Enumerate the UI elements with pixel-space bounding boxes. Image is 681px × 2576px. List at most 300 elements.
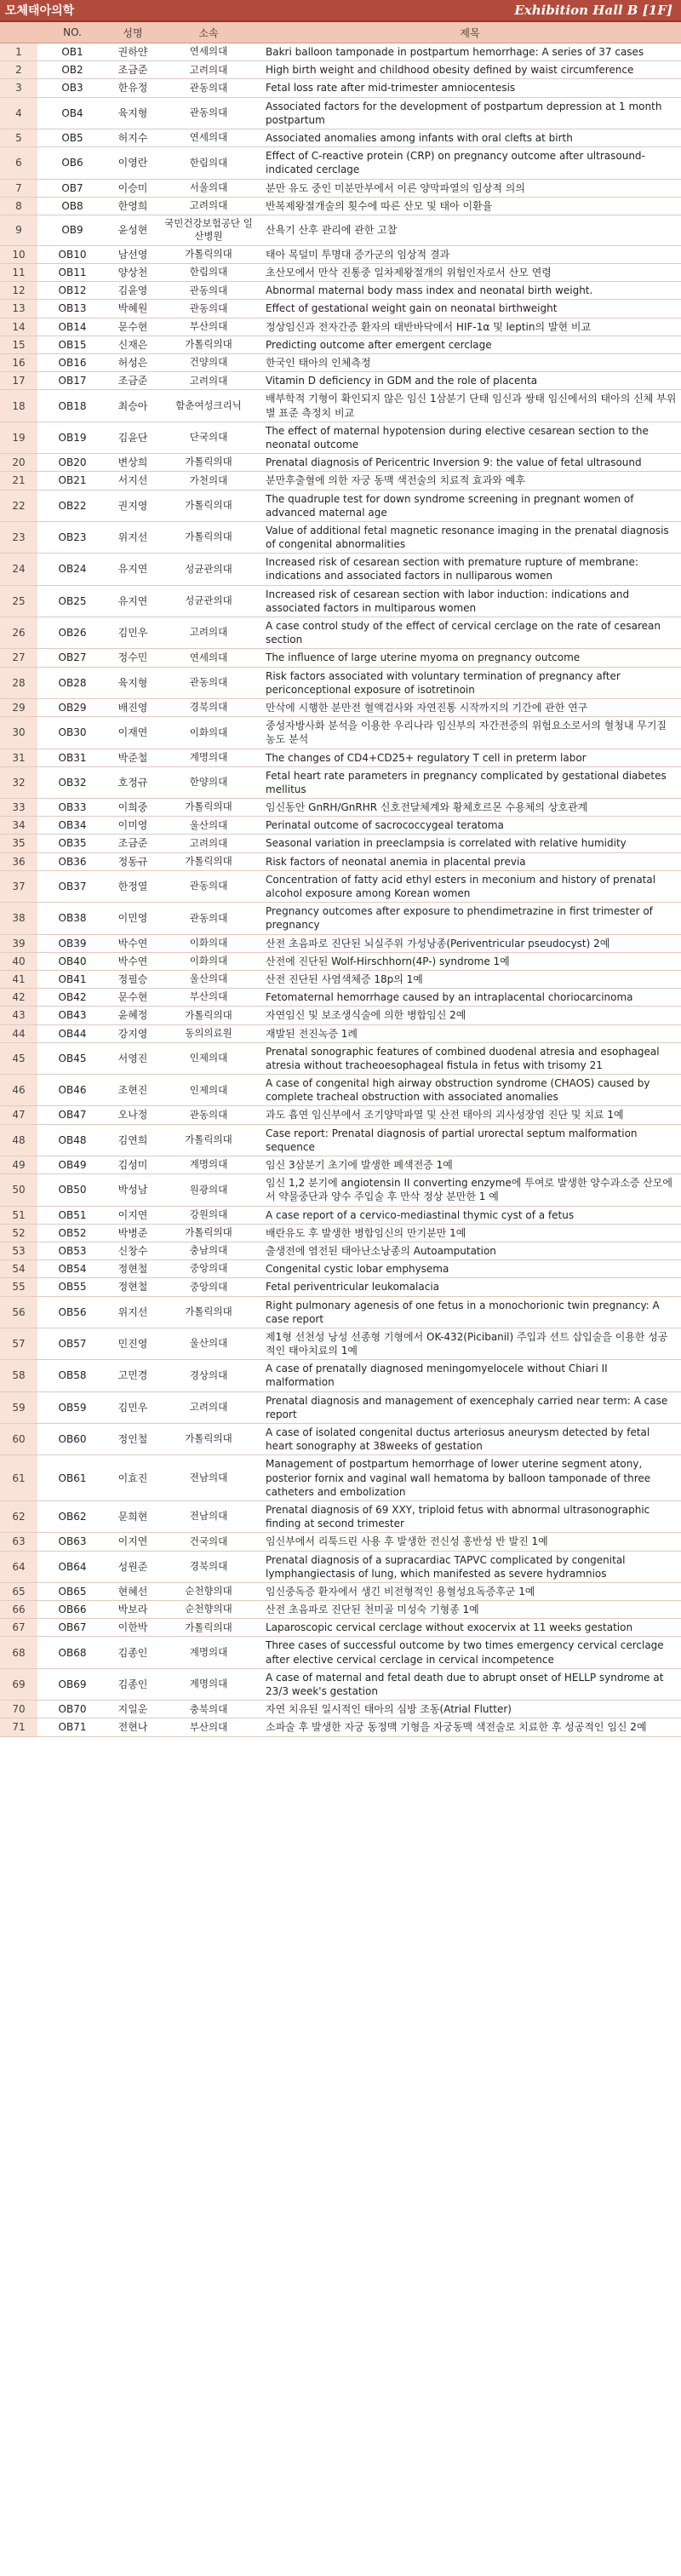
poster-number: OB10 xyxy=(37,245,107,263)
poster-title: Pregnancy outcomes after exposure to phendimetrazine in first trimester of pregnancy xyxy=(259,903,681,934)
affiliation: 서울의대 xyxy=(158,179,259,197)
table-row xyxy=(0,336,681,353)
poster-title: Case report: Prenatal diagnosis of partial urorectal septum malformation sequence xyxy=(259,1124,681,1156)
poster-title: Prenatal sonographic features of combined duodenal atresia and esophageal atresia without tracheoesophageal fistula in fetus with trisomy 21 xyxy=(259,1042,681,1074)
row-index: 24 xyxy=(0,554,37,585)
poster-title: Seasonal variation in preeclampsia is correlated with relative humidity xyxy=(259,835,681,852)
author-name: 정동규 xyxy=(107,852,158,870)
column-name: 성명 xyxy=(107,22,158,43)
poster-number: OB21 xyxy=(37,472,107,490)
affiliation: 부산의대 xyxy=(158,1718,259,1736)
poster-number: OB65 xyxy=(37,1582,107,1600)
author-name: 정현철 xyxy=(107,1260,158,1278)
affiliation: 순천향의대 xyxy=(158,1582,259,1600)
row-index: 22 xyxy=(0,490,37,521)
poster-title: Abnormal maternal body mass index and neonatal birth weight. xyxy=(259,282,681,300)
author-name: 배진영 xyxy=(107,698,158,716)
poster-title: 산전 초음파로 진단된 천미골 미성숙 기형종 1예 xyxy=(259,1601,681,1619)
poster-title: The effect of maternal hypotension during elective cesarean section to the neonatal outcome xyxy=(259,422,681,453)
poster-title: 분만후출혈에 의한 자궁 동맥 색전술의 치료적 효과와 예후 xyxy=(259,472,681,490)
affiliation: 가톨릭의대 xyxy=(158,490,259,521)
poster-title: 산전 진단된 사염색체증 18p의 1예 xyxy=(259,970,681,988)
affiliation: 가톨릭의대 xyxy=(158,245,259,263)
poster-title: Associated factors for the development of postpartum depression at 1 month postpartum xyxy=(259,97,681,129)
poster-title: 임신동안 GnRH/GnRHR 신호전달체계와 황체호르몬 수용체의 상호관계 xyxy=(259,799,681,817)
table-row xyxy=(0,1174,681,1206)
affiliation: 전남의대 xyxy=(158,1500,259,1532)
author-name: 박수연 xyxy=(107,952,158,970)
table-row xyxy=(0,952,681,970)
author-name: 정인철 xyxy=(107,1424,158,1455)
author-name: 문수현 xyxy=(107,318,158,336)
author-name: 육지형 xyxy=(107,97,158,129)
row-index: 37 xyxy=(0,870,37,902)
poster-number: OB46 xyxy=(37,1075,107,1106)
poster-number: OB63 xyxy=(37,1533,107,1551)
affiliation: 인제의대 xyxy=(158,1042,259,1074)
author-name: 변상희 xyxy=(107,454,158,472)
poster-title: A case of congenital high airway obstruction syndrome (CHAOS) caused by complete tracheal obstruction with associated anomalies xyxy=(259,1075,681,1106)
poster-table xyxy=(0,22,681,1737)
poster-title: 출생전에 염전된 태아난소낭종의 Autoamputation xyxy=(259,1242,681,1259)
row-index: 29 xyxy=(0,698,37,716)
row-index: 39 xyxy=(0,934,37,952)
author-name: 조금준 xyxy=(107,61,158,79)
affiliation: 중앙의대 xyxy=(158,1260,259,1278)
row-index: 20 xyxy=(0,454,37,472)
table-row xyxy=(0,1391,681,1423)
table-row xyxy=(0,1278,681,1296)
poster-number: OB33 xyxy=(37,799,107,817)
author-name: 민진영 xyxy=(107,1328,158,1359)
row-index: 48 xyxy=(0,1124,37,1156)
affiliation: 관동의대 xyxy=(158,903,259,934)
poster-number: OB50 xyxy=(37,1174,107,1206)
poster-number: OB5 xyxy=(37,129,107,146)
row-index: 12 xyxy=(0,282,37,300)
row-index: 47 xyxy=(0,1106,37,1124)
affiliation: 계명의대 xyxy=(158,1668,259,1700)
affiliation: 국민건강보험공단 일산병원 xyxy=(158,215,259,245)
table-row xyxy=(0,817,681,835)
poster-title: 만삭에 시행한 분만전 혈액검사와 자연진통 시작까지의 기간에 관한 연구 xyxy=(259,698,681,716)
poster-number: OB41 xyxy=(37,970,107,988)
row-index: 11 xyxy=(0,264,37,282)
poster-number: OB42 xyxy=(37,989,107,1007)
poster-number: OB64 xyxy=(37,1551,107,1582)
poster-title: 제1형 선천성 낭성 선종형 기형에서 OK-432(Picibanil) 주입과 션트 삽입술을 이용한 성공적인 태아치료의 1예 xyxy=(259,1328,681,1359)
poster-number: OB44 xyxy=(37,1024,107,1042)
row-index: 26 xyxy=(0,617,37,649)
poster-number: OB39 xyxy=(37,934,107,952)
poster-number: OB1 xyxy=(37,43,107,61)
poster-title: 산전 초음파로 진단된 뇌실주위 가성낭종(Periventricular pseudocyst) 2예 xyxy=(259,934,681,952)
poster-title: 소파술 후 발생한 자궁 동정맥 기형을 자궁동맥 색전술로 치료한 후 성공적인 임신 2예 xyxy=(259,1718,681,1736)
poster-number: OB62 xyxy=(37,1500,107,1532)
poster-title: 태아 목덜미 투명대 증가군의 임상적 결과 xyxy=(259,245,681,263)
poster-number: OB15 xyxy=(37,336,107,353)
table-row xyxy=(0,970,681,988)
poster-title: 재발된 전진녹증 1례 xyxy=(259,1024,681,1042)
poster-number: OB28 xyxy=(37,667,107,698)
poster-title: Risk factors of neonatal anemia in placental previa xyxy=(259,852,681,870)
author-name: 박병준 xyxy=(107,1224,158,1242)
author-name: 김연희 xyxy=(107,1124,158,1156)
row-index: 44 xyxy=(0,1024,37,1042)
affiliation: 울산의대 xyxy=(158,1328,259,1359)
row-index: 15 xyxy=(0,336,37,353)
poster-number: OB17 xyxy=(37,372,107,390)
poster-number: OB23 xyxy=(37,521,107,553)
row-index: 27 xyxy=(0,649,37,667)
affiliation: 전남의대 xyxy=(158,1455,259,1501)
table-row xyxy=(0,934,681,952)
poster-number: OB18 xyxy=(37,390,107,422)
table-row xyxy=(0,554,681,585)
table-row xyxy=(0,1156,681,1174)
affiliation: 계명의대 xyxy=(158,1637,259,1668)
author-name: 유지연 xyxy=(107,585,158,617)
table-row xyxy=(0,870,681,902)
poster-title: 정상임신과 전자간증 환자의 태반바닥에서 HIF-1α 및 leptin의 발현 비교 xyxy=(259,318,681,336)
author-name: 이재연 xyxy=(107,717,158,749)
author-name: 권하얀 xyxy=(107,43,158,61)
poster-title: 배부학적 기형이 확인되지 않은 임신 1삼분기 단태 임신과 쌍태 임신에서의 태아의 신체 부위별 표준 측정치 비교 xyxy=(259,390,681,422)
column-title: 제목 xyxy=(259,22,681,43)
row-index: 7 xyxy=(0,179,37,197)
table-row xyxy=(0,1551,681,1582)
table-row xyxy=(0,264,681,282)
affiliation: 가톨릭의대 xyxy=(158,454,259,472)
author-name: 한유정 xyxy=(107,79,158,97)
poster-title: Prenatal diagnosis of 69 XXY, triploid fetus with abnormal ultrasonographic finding at second trimester xyxy=(259,1500,681,1532)
row-index: 68 xyxy=(0,1637,37,1668)
affiliation: 가천의대 xyxy=(158,472,259,490)
author-name: 김윤영 xyxy=(107,282,158,300)
row-index: 60 xyxy=(0,1424,37,1455)
table-row xyxy=(0,585,681,617)
poster-title: 자연 치유된 일시적인 태아의 심방 조동(Atrial Flutter) xyxy=(259,1701,681,1718)
poster-title: A case of prenatally diagnosed meningomyelocele without Chiari II malformation xyxy=(259,1360,681,1391)
author-name: 허성은 xyxy=(107,354,158,372)
affiliation: 충북의대 xyxy=(158,1701,259,1718)
row-index: 32 xyxy=(0,766,37,798)
author-name: 이영란 xyxy=(107,147,158,179)
affiliation: 가톨릭의대 xyxy=(158,799,259,817)
author-name: 이효진 xyxy=(107,1455,158,1501)
poster-number: OB60 xyxy=(37,1424,107,1455)
poster-title: 임신중독증 환자에서 생긴 비전형적인 용혈성요독증후군 1예 xyxy=(259,1582,681,1600)
poster-number: OB24 xyxy=(37,554,107,585)
row-index: 8 xyxy=(0,197,37,215)
poster-number: OB7 xyxy=(37,179,107,197)
row-index: 69 xyxy=(0,1668,37,1700)
poster-title: 과도 흡연 임신부에서 조기양막파열 및 산전 태아의 괴사성장염 진단 및 치료 1예 xyxy=(259,1106,681,1124)
affiliation: 이화의대 xyxy=(158,717,259,749)
poster-title: Predicting outcome after emergent cerclage xyxy=(259,336,681,353)
affiliation: 가톨릭의대 xyxy=(158,1007,259,1024)
poster-number: OB54 xyxy=(37,1260,107,1278)
row-index: 67 xyxy=(0,1619,37,1637)
table-row xyxy=(0,372,681,390)
affiliation: 관동의대 xyxy=(158,870,259,902)
poster-title: Fetomaternal hemorrhage caused by an intraplacental choriocarcinoma xyxy=(259,989,681,1007)
table-row xyxy=(0,1260,681,1278)
section-title: 모체태아의학 xyxy=(5,4,75,18)
poster-number: OB4 xyxy=(37,97,107,129)
author-name: 이미영 xyxy=(107,817,158,835)
author-name: 윤혜정 xyxy=(107,1007,158,1024)
poster-title: Bakri balloon tamponade in postpartum hemorrhage: A series of 37 cases xyxy=(259,43,681,61)
row-index: 3 xyxy=(0,79,37,97)
table-row xyxy=(0,989,681,1007)
table-body xyxy=(0,43,681,1737)
poster-number: OB11 xyxy=(37,264,107,282)
affiliation: 연세의대 xyxy=(158,43,259,61)
poster-title: 임신부에서 리툭드린 사용 후 발생한 전신성 홍반성 반 발진 1예 xyxy=(259,1533,681,1551)
table-row xyxy=(0,1718,681,1736)
table-row xyxy=(0,1024,681,1042)
affiliation: 가톨릭의대 xyxy=(158,1124,259,1156)
column-no: NO. xyxy=(37,22,107,43)
table-header xyxy=(0,22,681,43)
poster-number: OB49 xyxy=(37,1156,107,1174)
poster-title: 한국인 태아의 인체측정 xyxy=(259,354,681,372)
table-row xyxy=(0,717,681,749)
author-name: 위지선 xyxy=(107,521,158,553)
poster-number: OB67 xyxy=(37,1619,107,1637)
table-row xyxy=(0,1533,681,1551)
author-name: 박준철 xyxy=(107,749,158,766)
poster-number: OB34 xyxy=(37,817,107,835)
poster-title: Laparoscopic cervical cerclage without exocervix at 11 weeks gestation xyxy=(259,1619,681,1637)
row-index: 42 xyxy=(0,989,37,1007)
poster-title: Increased risk of cesarean section with labor induction: indications and associated factors in multiparous women xyxy=(259,585,681,617)
poster-number: OB56 xyxy=(37,1296,107,1328)
affiliation: 가톨릭의대 xyxy=(158,1424,259,1455)
poster-title: Prenatal diagnosis and management of exencephaly carried near term: A case report xyxy=(259,1391,681,1423)
poster-number: OB68 xyxy=(37,1637,107,1668)
table-row xyxy=(0,649,681,667)
poster-number: OB55 xyxy=(37,1278,107,1296)
row-index: 54 xyxy=(0,1260,37,1278)
affiliation: 건국의대 xyxy=(158,1533,259,1551)
poster-title: A case of maternal and fetal death due to abrupt onset of HELLP syndrome at 23/3 week's gestation xyxy=(259,1668,681,1700)
table-row xyxy=(0,1360,681,1391)
poster-number: OB29 xyxy=(37,698,107,716)
table-row xyxy=(0,245,681,263)
row-index: 49 xyxy=(0,1156,37,1174)
affiliation: 이화의대 xyxy=(158,934,259,952)
table-row xyxy=(0,354,681,372)
affiliation: 경북의대 xyxy=(158,1551,259,1582)
author-name: 현혜선 xyxy=(107,1582,158,1600)
affiliation: 한림의대 xyxy=(158,147,259,179)
author-name: 고민경 xyxy=(107,1360,158,1391)
page-header xyxy=(0,0,681,22)
affiliation: 한양의대 xyxy=(158,766,259,798)
author-name: 위지선 xyxy=(107,1296,158,1328)
affiliation: 중앙의대 xyxy=(158,1278,259,1296)
poster-title: Concentration of fatty acid ethyl esters in meconium and history of prenatal alcohol exposure among Korean women xyxy=(259,870,681,902)
poster-number: OB59 xyxy=(37,1391,107,1423)
row-index: 38 xyxy=(0,903,37,934)
table-row xyxy=(0,97,681,129)
author-name: 유지연 xyxy=(107,554,158,585)
row-index: 9 xyxy=(0,215,37,245)
row-index: 2 xyxy=(0,61,37,79)
row-index: 5 xyxy=(0,129,37,146)
affiliation: 이화의대 xyxy=(158,952,259,970)
author-name: 조현진 xyxy=(107,1075,158,1106)
row-index: 63 xyxy=(0,1533,37,1551)
poster-title: Fetal periventricular leukomalacia xyxy=(259,1278,681,1296)
author-name: 정현철 xyxy=(107,1278,158,1296)
column-index xyxy=(0,22,37,43)
poster-title: 산욕기 산후 관리에 관한 고찰 xyxy=(259,215,681,245)
affiliation: 단국의대 xyxy=(158,422,259,453)
author-name: 신창수 xyxy=(107,1242,158,1259)
affiliation: 인제의대 xyxy=(158,1075,259,1106)
poster-number: OB48 xyxy=(37,1124,107,1156)
author-name: 양상천 xyxy=(107,264,158,282)
poster-number: OB51 xyxy=(37,1206,107,1224)
poster-title: A case report of a cervico-mediastinal thymic cyst of a fetus xyxy=(259,1206,681,1224)
table-row xyxy=(0,129,681,146)
affiliation: 관동의대 xyxy=(158,667,259,698)
row-index: 34 xyxy=(0,817,37,835)
table-row xyxy=(0,215,681,245)
poster-number: OB12 xyxy=(37,282,107,300)
table-row xyxy=(0,749,681,766)
author-name: 권지영 xyxy=(107,490,158,521)
row-index: 1 xyxy=(0,43,37,61)
affiliation: 고려의대 xyxy=(158,372,259,390)
table-row xyxy=(0,903,681,934)
poster-title: Associated anomalies among infants with oral clefts at birth xyxy=(259,129,681,146)
poster-title: 배란유도 후 발생한 병합임신의 만기분만 1예 xyxy=(259,1224,681,1242)
author-name: 허지수 xyxy=(107,129,158,146)
poster-number: OB19 xyxy=(37,422,107,453)
author-name: 조금준 xyxy=(107,835,158,852)
poster-title: Increased risk of cesarean section with premature rupture of membrane: indications and associated factors in nulliparous women xyxy=(259,554,681,585)
table-row xyxy=(0,43,681,61)
affiliation: 한림의대 xyxy=(158,264,259,282)
poster-title: Prenatal diagnosis of Pericentric Inversion 9: the value of fetal ultrasound xyxy=(259,454,681,472)
author-name: 이희중 xyxy=(107,799,158,817)
table-row xyxy=(0,79,681,97)
poster-number: OB71 xyxy=(37,1718,107,1736)
author-name: 김성미 xyxy=(107,1156,158,1174)
row-index: 40 xyxy=(0,952,37,970)
affiliation: 성균관의대 xyxy=(158,585,259,617)
row-index: 58 xyxy=(0,1360,37,1391)
row-index: 59 xyxy=(0,1391,37,1423)
row-index: 55 xyxy=(0,1278,37,1296)
table-row xyxy=(0,472,681,490)
poster-number: OB25 xyxy=(37,585,107,617)
row-index: 6 xyxy=(0,147,37,179)
poster-number: OB45 xyxy=(37,1042,107,1074)
table-row xyxy=(0,1637,681,1668)
poster-number: OB3 xyxy=(37,79,107,97)
poster-number: OB58 xyxy=(37,1360,107,1391)
author-name: 이지연 xyxy=(107,1206,158,1224)
table-row xyxy=(0,1206,681,1224)
table-row xyxy=(0,1619,681,1637)
poster-title: 자연임신 및 보조생식술에 의한 병합임신 2예 xyxy=(259,1007,681,1024)
poster-number: OB26 xyxy=(37,617,107,649)
table-row xyxy=(0,1106,681,1124)
table-row xyxy=(0,1455,681,1501)
poster-number: OB20 xyxy=(37,454,107,472)
poster-title: Risk factors associated with voluntary termination of pregnancy after periconceptional exposure of isotretinoin xyxy=(259,667,681,698)
affiliation: 고려의대 xyxy=(158,835,259,852)
table-row xyxy=(0,318,681,336)
poster-number: OB14 xyxy=(37,318,107,336)
author-name: 서지선 xyxy=(107,472,158,490)
row-index: 70 xyxy=(0,1701,37,1718)
poster-title: 분만 유도 중인 미분만부에서 이른 양막파열의 임상적 의의 xyxy=(259,179,681,197)
row-index: 50 xyxy=(0,1174,37,1206)
affiliation: 고려의대 xyxy=(158,197,259,215)
row-index: 65 xyxy=(0,1582,37,1600)
affiliation: 관동의대 xyxy=(158,97,259,129)
table-row xyxy=(0,1601,681,1619)
author-name: 문희현 xyxy=(107,1500,158,1532)
poster-title: Perinatal outcome of sacrococcygeal teratoma xyxy=(259,817,681,835)
row-index: 16 xyxy=(0,354,37,372)
poster-title: Management of postpartum hemorrhage of lower uterine segment atony, posterior fornix and vaginal wall hematoma by balloon tamponade of three catheters and embolization xyxy=(259,1455,681,1501)
poster-title: The changes of CD4+CD25+ regulatory T cell in preterm labor xyxy=(259,749,681,766)
poster-number: OB52 xyxy=(37,1224,107,1242)
author-name: 이한박 xyxy=(107,1619,158,1637)
table-row xyxy=(0,1042,681,1074)
poster-number: OB53 xyxy=(37,1242,107,1259)
table-row xyxy=(0,852,681,870)
author-name: 강지영 xyxy=(107,1024,158,1042)
table-row xyxy=(0,521,681,553)
affiliation: 계명의대 xyxy=(158,749,259,766)
author-name: 김민우 xyxy=(107,1391,158,1423)
author-name: 서영진 xyxy=(107,1042,158,1074)
author-name: 윤성현 xyxy=(107,215,158,245)
poster-title: 중성자방사화 분석을 이용한 우리나라 임신부의 자간전증의 위험요소로서의 혈청내 무기질 농도 분석 xyxy=(259,717,681,749)
poster-title: The influence of large uterine myoma on pregnancy outcome xyxy=(259,649,681,667)
table-row xyxy=(0,454,681,472)
poster-title: 임신 1,2 분기에 angiotensin II converting enzyme에 투여로 발생한 양수과소증 산모에서 약물중단과 양수 주입술 후 만삭 정상 분만한 1 예 xyxy=(259,1174,681,1206)
table-row xyxy=(0,617,681,649)
author-name: 지일운 xyxy=(107,1701,158,1718)
poster-number: OB30 xyxy=(37,717,107,749)
poster-title: Effect of gestational weight gain on neonatal birthweight xyxy=(259,300,681,318)
poster-title: Value of additional fetal magnetic resonance imaging in the prenatal diagnosis of congenital abnormalities xyxy=(259,521,681,553)
poster-number: OB66 xyxy=(37,1601,107,1619)
table-row xyxy=(0,835,681,852)
affiliation: 함춘여성크리닉 xyxy=(158,390,259,422)
table-row xyxy=(0,799,681,817)
poster-number: OB69 xyxy=(37,1668,107,1700)
table-row xyxy=(0,179,681,197)
poster-title: Vitamin D deficiency in GDM and the role of placenta xyxy=(259,372,681,390)
exhibition-hall-label: Exhibition Hall B [1F] xyxy=(514,3,672,18)
poster-title: Effect of C-reactive protein (CRP) on pregnancy outcome after ultrasound-indicated cerclage xyxy=(259,147,681,179)
row-index: 56 xyxy=(0,1296,37,1328)
affiliation: 고려의대 xyxy=(158,1391,259,1423)
poster-number: OB8 xyxy=(37,197,107,215)
poster-number: OB70 xyxy=(37,1701,107,1718)
affiliation: 순천향의대 xyxy=(158,1601,259,1619)
